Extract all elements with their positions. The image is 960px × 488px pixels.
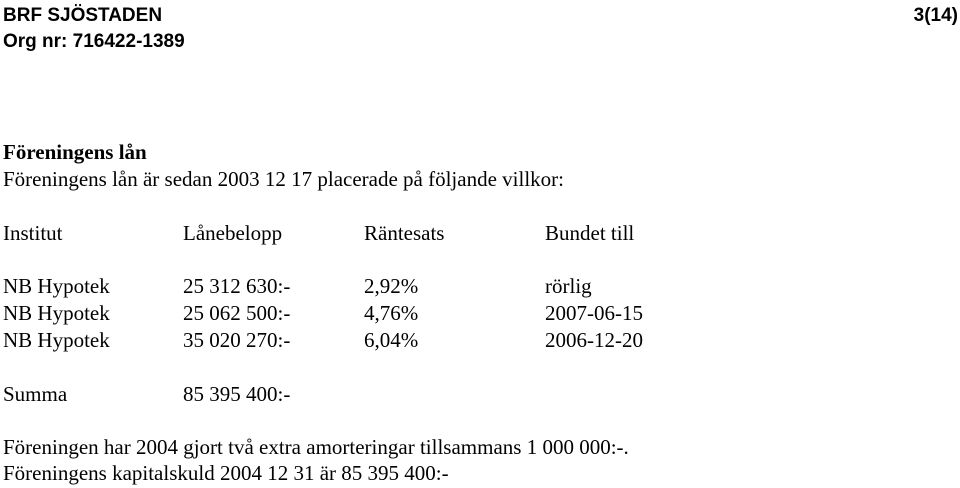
section-intro: Föreningens lån är sedan 2003 12 17 placerade på följande villkor: — [3, 167, 564, 191]
cell-rantesats: 2,92% — [364, 274, 419, 298]
note-amortization: Föreningen har 2004 gjort två extra amorteringar tillsammans 1 000 000:-. — [3, 435, 629, 459]
cell-bundet-till: rörlig — [545, 274, 592, 298]
summary-label: Summa — [3, 382, 68, 406]
cell-bundet-till: 2007-06-15 — [545, 301, 643, 325]
cell-lanebelopp: 25 062 500:- — [183, 301, 291, 325]
cell-lanebelopp: 25 312 630:- — [183, 274, 291, 298]
cell-institut: NB Hypotek — [3, 301, 110, 325]
cell-lanebelopp: 35 020 270:- — [183, 328, 291, 352]
cell-institut: NB Hypotek — [3, 274, 110, 298]
col-header-rantesats: Räntesats — [364, 221, 445, 245]
col-header-bundet-till: Bundet till — [545, 221, 635, 245]
summary-value: 85 395 400:- — [183, 382, 291, 406]
org-name: BRF SJÖSTADEN — [3, 5, 163, 26]
note-capital-debt: Föreningens kapitalskuld 2004 12 31 är 85 395 400:- — [3, 461, 449, 485]
cell-rantesats: 4,76% — [364, 301, 419, 325]
col-header-lanebelopp: Lånebelopp — [183, 221, 283, 245]
cell-bundet-till: 2006-12-20 — [545, 328, 643, 352]
cell-rantesats: 6,04% — [364, 328, 419, 352]
section-title: Föreningens lån — [3, 140, 147, 164]
cell-institut: NB Hypotek — [3, 328, 110, 352]
col-header-institut: Institut — [3, 221, 63, 245]
org-number: Org nr: 716422-1389 — [3, 31, 185, 52]
page-number: 3(14) — [913, 5, 958, 26]
